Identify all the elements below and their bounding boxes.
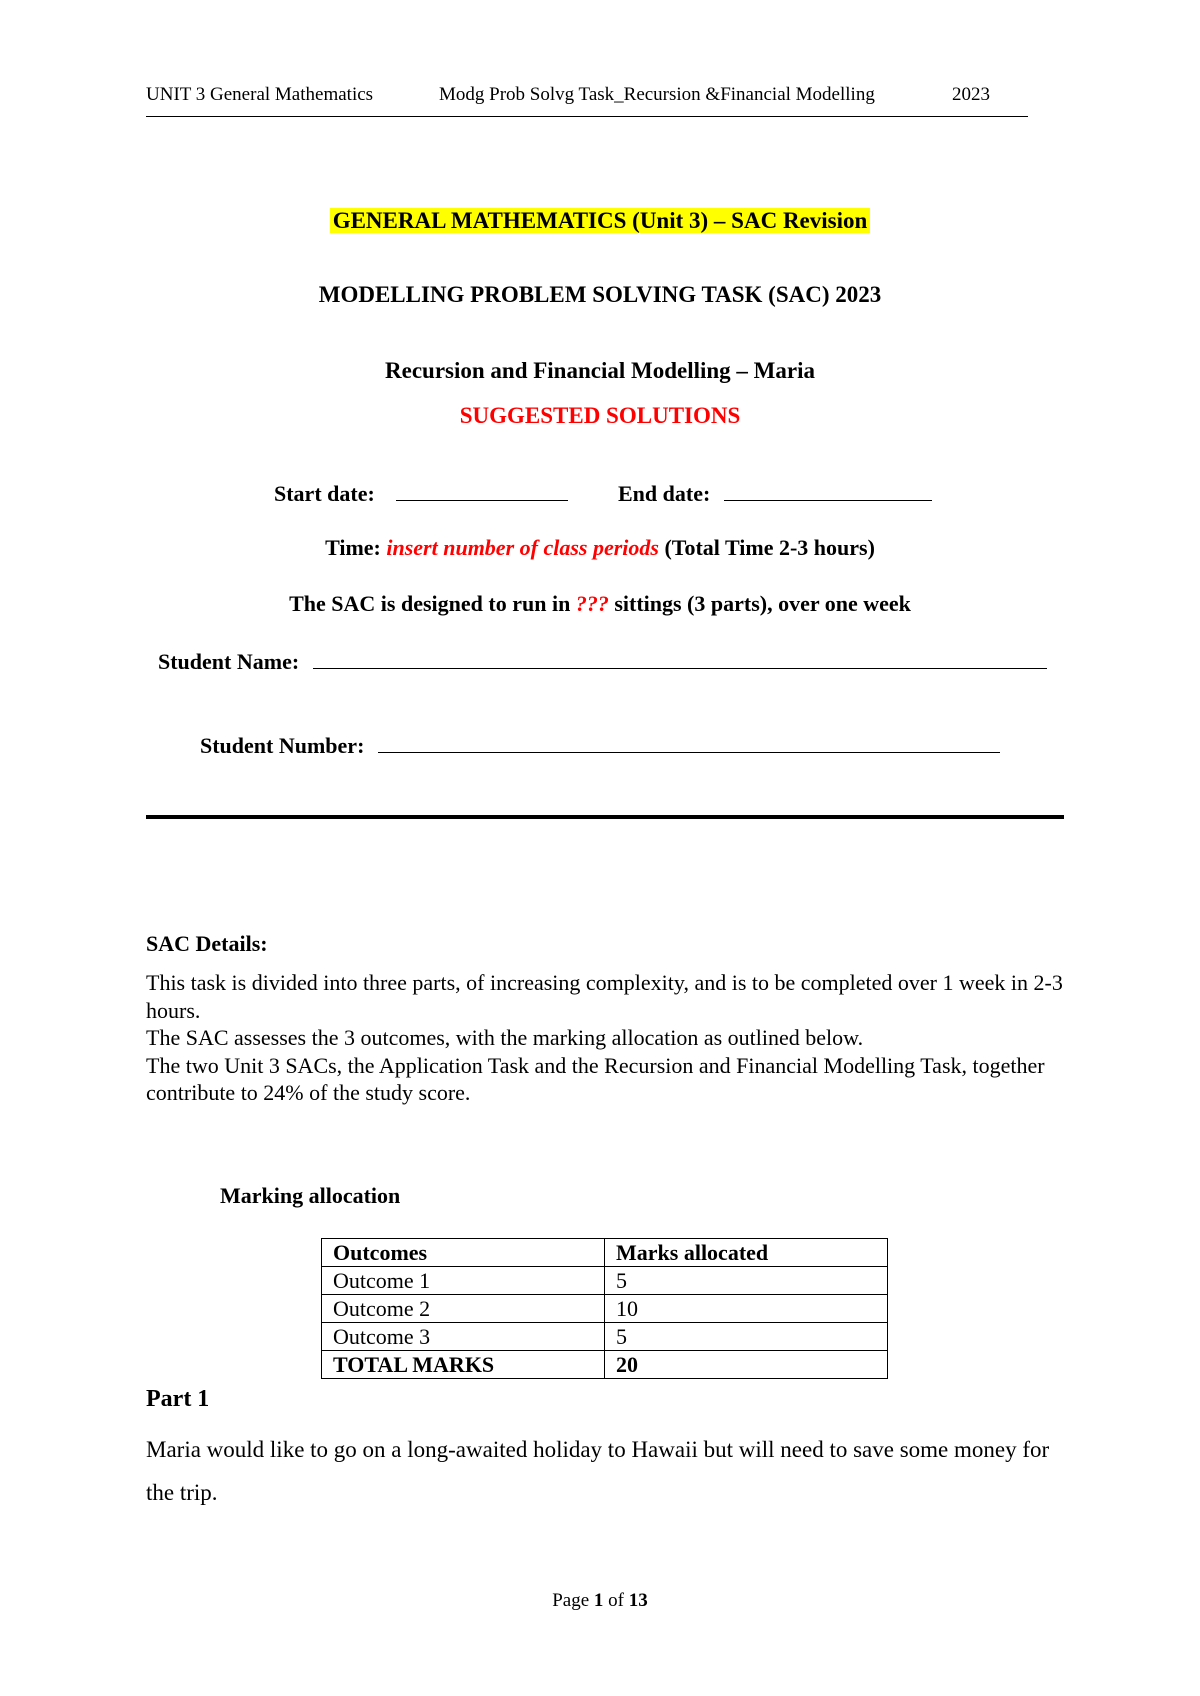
footer-page-total: 13 — [628, 1590, 648, 1611]
details-line-3: The two Unit 3 SACs, the Application Task and the Recursion and Financial Modelling Task, together contribute to 24% of the study score. — [146, 1052, 1045, 1105]
table-cell: TOTAL MARKS — [322, 1351, 605, 1379]
details-line-1: This task is divided into three parts, of increasing complexity, and is to be completed over 1 week in 2-3 hours. — [146, 970, 1063, 1023]
marking-allocation-heading: Marking allocation — [220, 1183, 401, 1208]
sittings-suffix: sittings (3 parts), over one week — [614, 591, 911, 616]
table-cell: 5 — [605, 1267, 888, 1295]
student-name-label: Student Name: — [158, 649, 300, 674]
student-number-row — [200, 732, 1000, 759]
sittings-prefix: The SAC is designed to run in — [289, 591, 571, 616]
student-number-label: Student Number: — [200, 733, 365, 758]
end-date-row — [618, 480, 932, 507]
table-cell: Outcome 1 — [322, 1267, 605, 1295]
sac-details-text — [146, 969, 1076, 1107]
table-cell: 10 — [605, 1295, 888, 1323]
header-middle: Modg Prob Solvg Task_Recursion &Financial Modelling — [439, 84, 875, 105]
section-divider — [146, 815, 1064, 819]
time-suffix: (Total Time 2-3 hours) — [664, 535, 875, 560]
table-cell: 20 — [605, 1351, 888, 1379]
footer-page-number: 1 — [593, 1590, 604, 1611]
title-line-3: Recursion and Financial Modelling – Maria — [385, 358, 815, 383]
page-header — [146, 84, 1028, 117]
student-name-field[interactable] — [313, 648, 1047, 669]
header-right: 2023 — [952, 84, 990, 105]
student-number-field[interactable] — [378, 732, 1000, 753]
table-row — [322, 1323, 888, 1351]
sittings-row — [0, 591, 1200, 617]
title-highlight: GENERAL MATHEMATICS (Unit 3) – SAC Revision — [330, 208, 871, 233]
table-cell: 5 — [605, 1323, 888, 1351]
start-date-row — [274, 480, 568, 507]
suggested-solutions-label: SUGGESTED SOLUTIONS — [459, 403, 741, 428]
time-label: Time: — [325, 535, 381, 560]
table-row — [322, 1295, 888, 1323]
footer-of-word: of — [608, 1590, 624, 1611]
table-cell: Outcome 3 — [322, 1323, 605, 1351]
part-1-text: Maria would like to go on a long-awaited holiday to Hawaii but will need to save some money for the trip. — [146, 1437, 1050, 1505]
start-date-field[interactable] — [396, 480, 568, 501]
table-total-row — [322, 1351, 888, 1379]
start-date-label: Start date: — [274, 481, 375, 506]
student-name-row — [158, 648, 1047, 675]
column-header: Outcomes — [322, 1239, 605, 1267]
table-cell: Outcome 2 — [322, 1295, 605, 1323]
footer-page-word: Page — [552, 1590, 590, 1611]
part-1-heading: Part 1 — [146, 1386, 210, 1412]
time-value: insert number of class periods — [386, 535, 659, 560]
end-date-label: End date: — [618, 481, 711, 506]
table-header-row — [322, 1239, 888, 1267]
details-line-2: The SAC assesses the 3 outcomes, with the marking allocation as outlined below. — [146, 1025, 864, 1050]
time-row — [0, 535, 1200, 561]
title-line-2: MODELLING PROBLEM SOLVING TASK (SAC) 2023 — [318, 282, 882, 307]
table-row — [322, 1267, 888, 1295]
page-footer — [0, 1590, 1200, 1612]
header-left: UNIT 3 General Mathematics — [146, 84, 374, 105]
title-line-1 — [0, 208, 1200, 234]
column-header: Marks allocated — [605, 1239, 888, 1267]
sac-details-heading: SAC Details: — [146, 931, 268, 956]
sittings-value: ??? — [575, 591, 609, 616]
end-date-field[interactable] — [724, 480, 932, 501]
marking-allocation-table — [321, 1238, 888, 1379]
